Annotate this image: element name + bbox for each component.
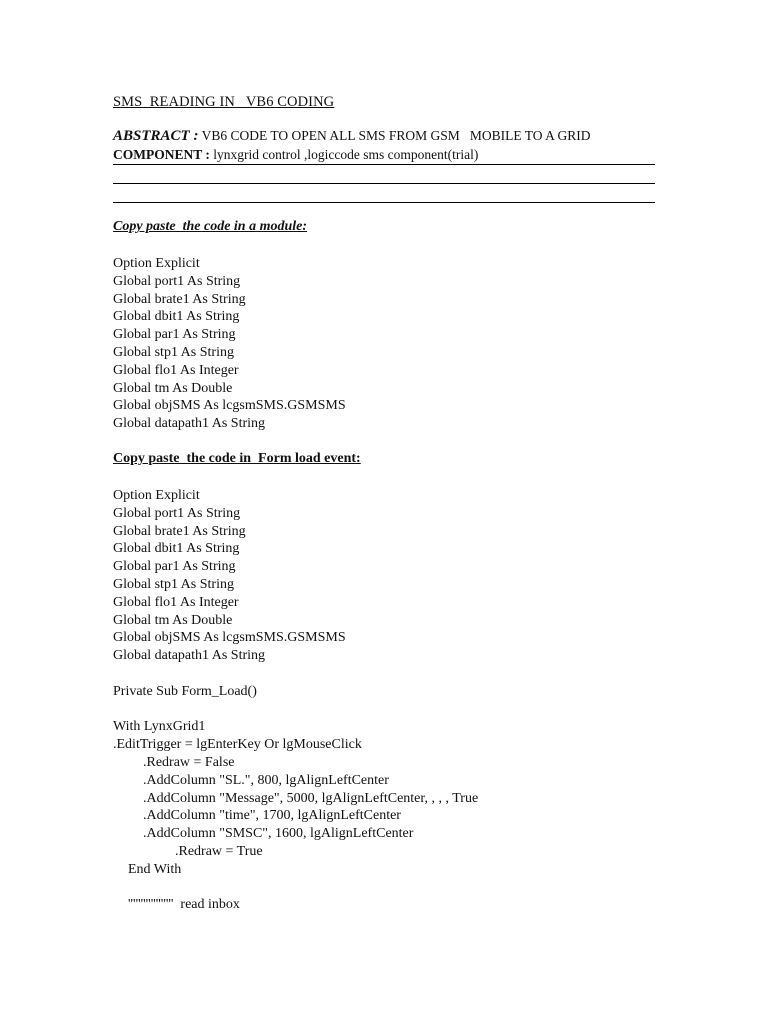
module-section-heading: Copy paste the code in a module: bbox=[113, 219, 308, 234]
code-line: .AddColumn "Message", 5000, lgAlignLeftCenter, , , , True bbox=[143, 790, 479, 806]
code-line: .AddColumn "SMSC", 1600, lgAlignLeftCenter bbox=[143, 826, 414, 842]
code-line: Global tm As Double bbox=[113, 380, 233, 396]
code-line: .Redraw = True bbox=[175, 843, 263, 859]
form-section-heading: Copy paste the code in Form load event: bbox=[113, 451, 361, 466]
blank-line bbox=[113, 701, 478, 719]
code-line: Global objSMS As lcgsmSMS.GSMSMS bbox=[113, 398, 346, 414]
abstract-label: ABSTRACT : bbox=[113, 128, 199, 144]
document-title: SMS READING IN VB6 CODING bbox=[113, 94, 335, 110]
code-line: Global tm As Double bbox=[113, 612, 233, 628]
form-code-block bbox=[113, 487, 478, 914]
code-line: Global stp1 As String bbox=[113, 344, 234, 360]
code-line: Global port1 As String bbox=[113, 505, 241, 521]
module-code-block bbox=[113, 255, 346, 433]
code-line: Global stp1 As String bbox=[113, 576, 234, 592]
blank-line bbox=[113, 665, 478, 683]
code-line: Global objSMS As lcgsmSMS.GSMSMS bbox=[113, 630, 346, 646]
code-line: .Redraw = False bbox=[143, 754, 235, 770]
code-line: Global flo1 As Integer bbox=[113, 594, 239, 610]
abstract-text: VB6 CODE TO OPEN ALL SMS FROM GSM MOBILE TO A GRID bbox=[198, 128, 591, 143]
code-line: .EditTrigger = lgEnterKey Or lgMouseClick bbox=[113, 737, 362, 753]
component-line bbox=[113, 147, 478, 163]
divider-rule-2 bbox=[113, 183, 655, 184]
code-line: .AddColumn "time", 1700, lgAlignLeftCenter bbox=[143, 808, 401, 824]
divider-rule-1 bbox=[113, 164, 655, 165]
code-line: Option Explicit bbox=[113, 256, 200, 271]
component-label: COMPONENT : bbox=[113, 147, 210, 162]
blank-line bbox=[113, 879, 478, 897]
code-line: Global brate1 As String bbox=[113, 291, 246, 307]
code-line: Global dbit1 As String bbox=[113, 541, 240, 557]
code-line: '''''''''''''''''' read inbox bbox=[128, 897, 240, 913]
code-line: Global par1 As String bbox=[113, 327, 236, 343]
code-line: End With bbox=[128, 861, 182, 877]
code-line: Private Sub Form_Load() bbox=[113, 683, 257, 699]
code-line: Global flo1 As Integer bbox=[113, 362, 239, 378]
code-line: .AddColumn "SL.", 800, lgAlignLeftCenter bbox=[143, 772, 389, 788]
code-line: Global dbit1 As String bbox=[113, 309, 240, 325]
code-line: Global par1 As String bbox=[113, 559, 236, 575]
code-line: Global brate1 As String bbox=[113, 523, 246, 539]
divider-rule-3 bbox=[113, 202, 655, 203]
code-line: Global datapath1 As String bbox=[113, 648, 266, 664]
abstract-line bbox=[113, 128, 591, 145]
code-line: With LynxGrid1 bbox=[113, 719, 206, 735]
code-line: Global datapath1 As String bbox=[113, 416, 266, 432]
component-text: lynxgrid control ,logiccode sms component(trial) bbox=[209, 147, 479, 162]
code-line: Global port1 As String bbox=[113, 273, 241, 289]
code-line: Option Explicit bbox=[113, 488, 200, 503]
